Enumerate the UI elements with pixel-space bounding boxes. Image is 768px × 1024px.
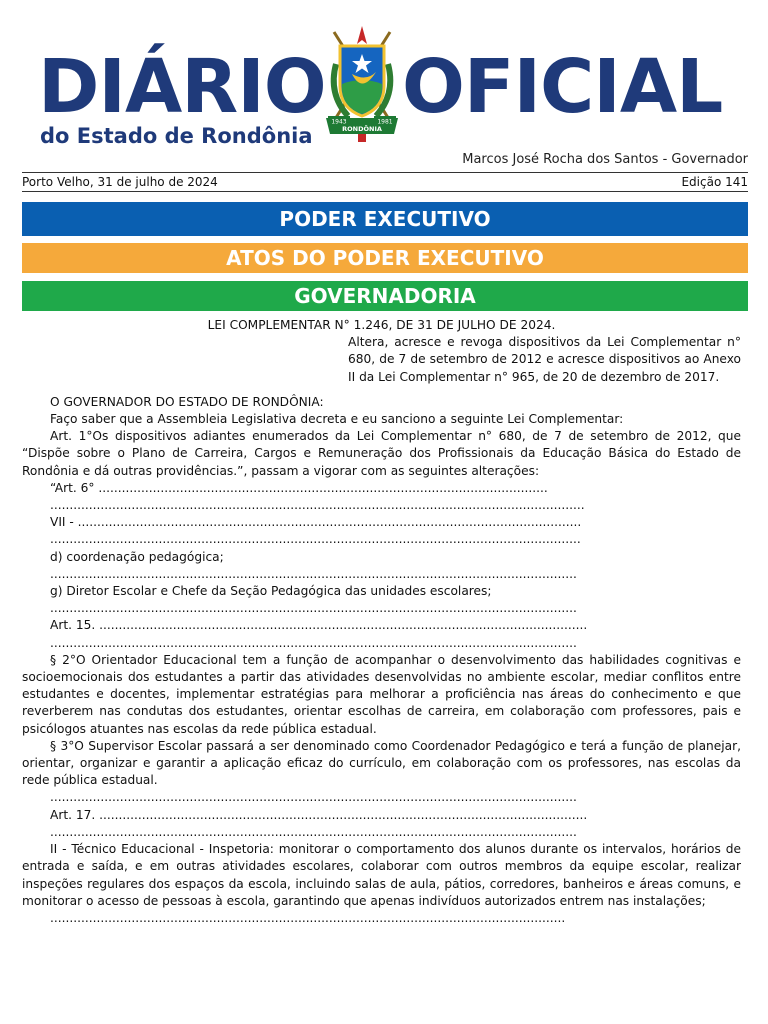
state-coat-of-arms-icon bbox=[322, 24, 402, 144]
law-document bbox=[22, 317, 741, 927]
paragraph-governor: O GOVERNADOR DO ESTADO DE RONDÔNIA: bbox=[50, 394, 324, 409]
item-g-line: g) Diretor Escolar e Chefe da Seção Pedagógica das unidades escolares; bbox=[50, 584, 492, 599]
dateline bbox=[22, 172, 748, 192]
svg-text:1981: 1981 bbox=[377, 118, 393, 126]
paragraph-3: § 3°O Supervisor Escolar passará a ser denominado como Coordenador Pedagógico e terá a função de planejar, orientar, organizar e garantir a aplicação eficaz do currículo, em colaboração com os professores, nas escolas da rede pública estadual. bbox=[22, 738, 741, 788]
masthead-word-oficial: OFICIAL bbox=[402, 44, 723, 130]
article-17-line: Art. 17. .............................................................................................................................. bbox=[50, 807, 588, 822]
ellipsis-line: ........................................................................................................................................ bbox=[50, 635, 577, 650]
ellipsis-line: ........................................................................................................................................ bbox=[50, 601, 577, 616]
item-ii: II - Técnico Educacional - Inspetoria: monitorar o comportamento dos alunos durante os intervalos, horários de entrada e saída, e em outras atividades escolares, colaborar com outros membros da equipe escolar, realizar inspeções regulares dos espaços da escola, incluindo salas de aula, pátios, corredores, banheiros e áreas comuns, e monitorar o acesso de pessoas à escola, garantindo que apenas indivíduos autorizados entrem nas instalações; bbox=[22, 842, 741, 908]
ellipsis-line: ........................................................................................................................................ bbox=[50, 824, 577, 839]
governor-line: Marcos José Rocha dos Santos - Governador bbox=[462, 152, 748, 167]
section-band-poder-executivo: PODER EXECUTIVO bbox=[22, 202, 748, 236]
ellipsis-line: .......................................................................................................................................... bbox=[50, 498, 585, 513]
ellipsis-line: ..................................................................................................................................... bbox=[50, 910, 566, 925]
ellipsis-line: ......................................................................................................................................... bbox=[50, 532, 581, 547]
paragraph-2: § 2°O Orientador Educacional tem a função de acompanhar o desenvolvimento das habilidades cognitivas e socioemocionais dos estudantes a partir das atividades desenvolvidas no ambiente escolar, mediar conflitos entre estudantes e docentes, implementar estratégias para melhorar a proficiência nas áreas do conhecimento e que reverberem nas condutas dos estudantes, orientar escolhas de carreira, em colaboração com professores, pais e psicólogos atuantes nas escolas da rede pública estadual. bbox=[22, 652, 741, 736]
masthead-word-diario: DIÁRIO bbox=[38, 44, 326, 130]
article-1: Art. 1°Os dispositivos adiantes enumerados da Lei Complementar n° 680, de 7 de setembro de 2012, que “Dispõe sobre o Plano de Carreira, Cargos e Remuneração dos Profissionais da Educação Básica do Estado de Rondônia e dá outras providências.”, passam a vigorar com as seguintes alterações: bbox=[22, 429, 741, 478]
section-band-atos: ATOS DO PODER EXECUTIVO bbox=[22, 243, 748, 273]
edition-number: Edição 141 bbox=[681, 175, 748, 189]
section-band-governadoria: GOVERNADORIA bbox=[22, 281, 748, 311]
ellipsis-line: ........................................................................................................................................ bbox=[50, 566, 577, 581]
svg-text:RONDÔNIA: RONDÔNIA bbox=[342, 125, 382, 133]
law-title: LEI COMPLEMENTAR N° 1.246, DE 31 DE JULHO DE 2024. bbox=[207, 318, 556, 332]
article-15-line: Art. 15. .............................................................................................................................. bbox=[50, 618, 588, 633]
item-vii-line: VII - .................................................................................................................................. bbox=[50, 515, 582, 530]
item-d-line: d) coordenação pedagógica; bbox=[50, 549, 224, 564]
law-ementa: Altera, acresce e revoga dispositivos da Lei Complementar n° 680, de 7 de setembro de 2012 e acresce dispositivos ao Anexo II da Lei Complementar n° 965, de 20 de dezembro de 2017. bbox=[348, 335, 741, 384]
ellipsis-line: ........................................................................................................................................ bbox=[50, 790, 577, 805]
svg-text:1943: 1943 bbox=[331, 118, 347, 126]
paragraph-sanction: Faço saber que a Assembleia Legislativa decreta e eu sanciono a seguinte Lei Complementar: bbox=[50, 412, 624, 427]
article-6-line: “Art. 6° .................................................................................................................... bbox=[50, 480, 548, 495]
place-date: Porto Velho, 31 de julho de 2024 bbox=[22, 175, 218, 189]
masthead bbox=[0, 0, 768, 150]
masthead-subtitle: do Estado de Rondônia bbox=[40, 124, 313, 148]
